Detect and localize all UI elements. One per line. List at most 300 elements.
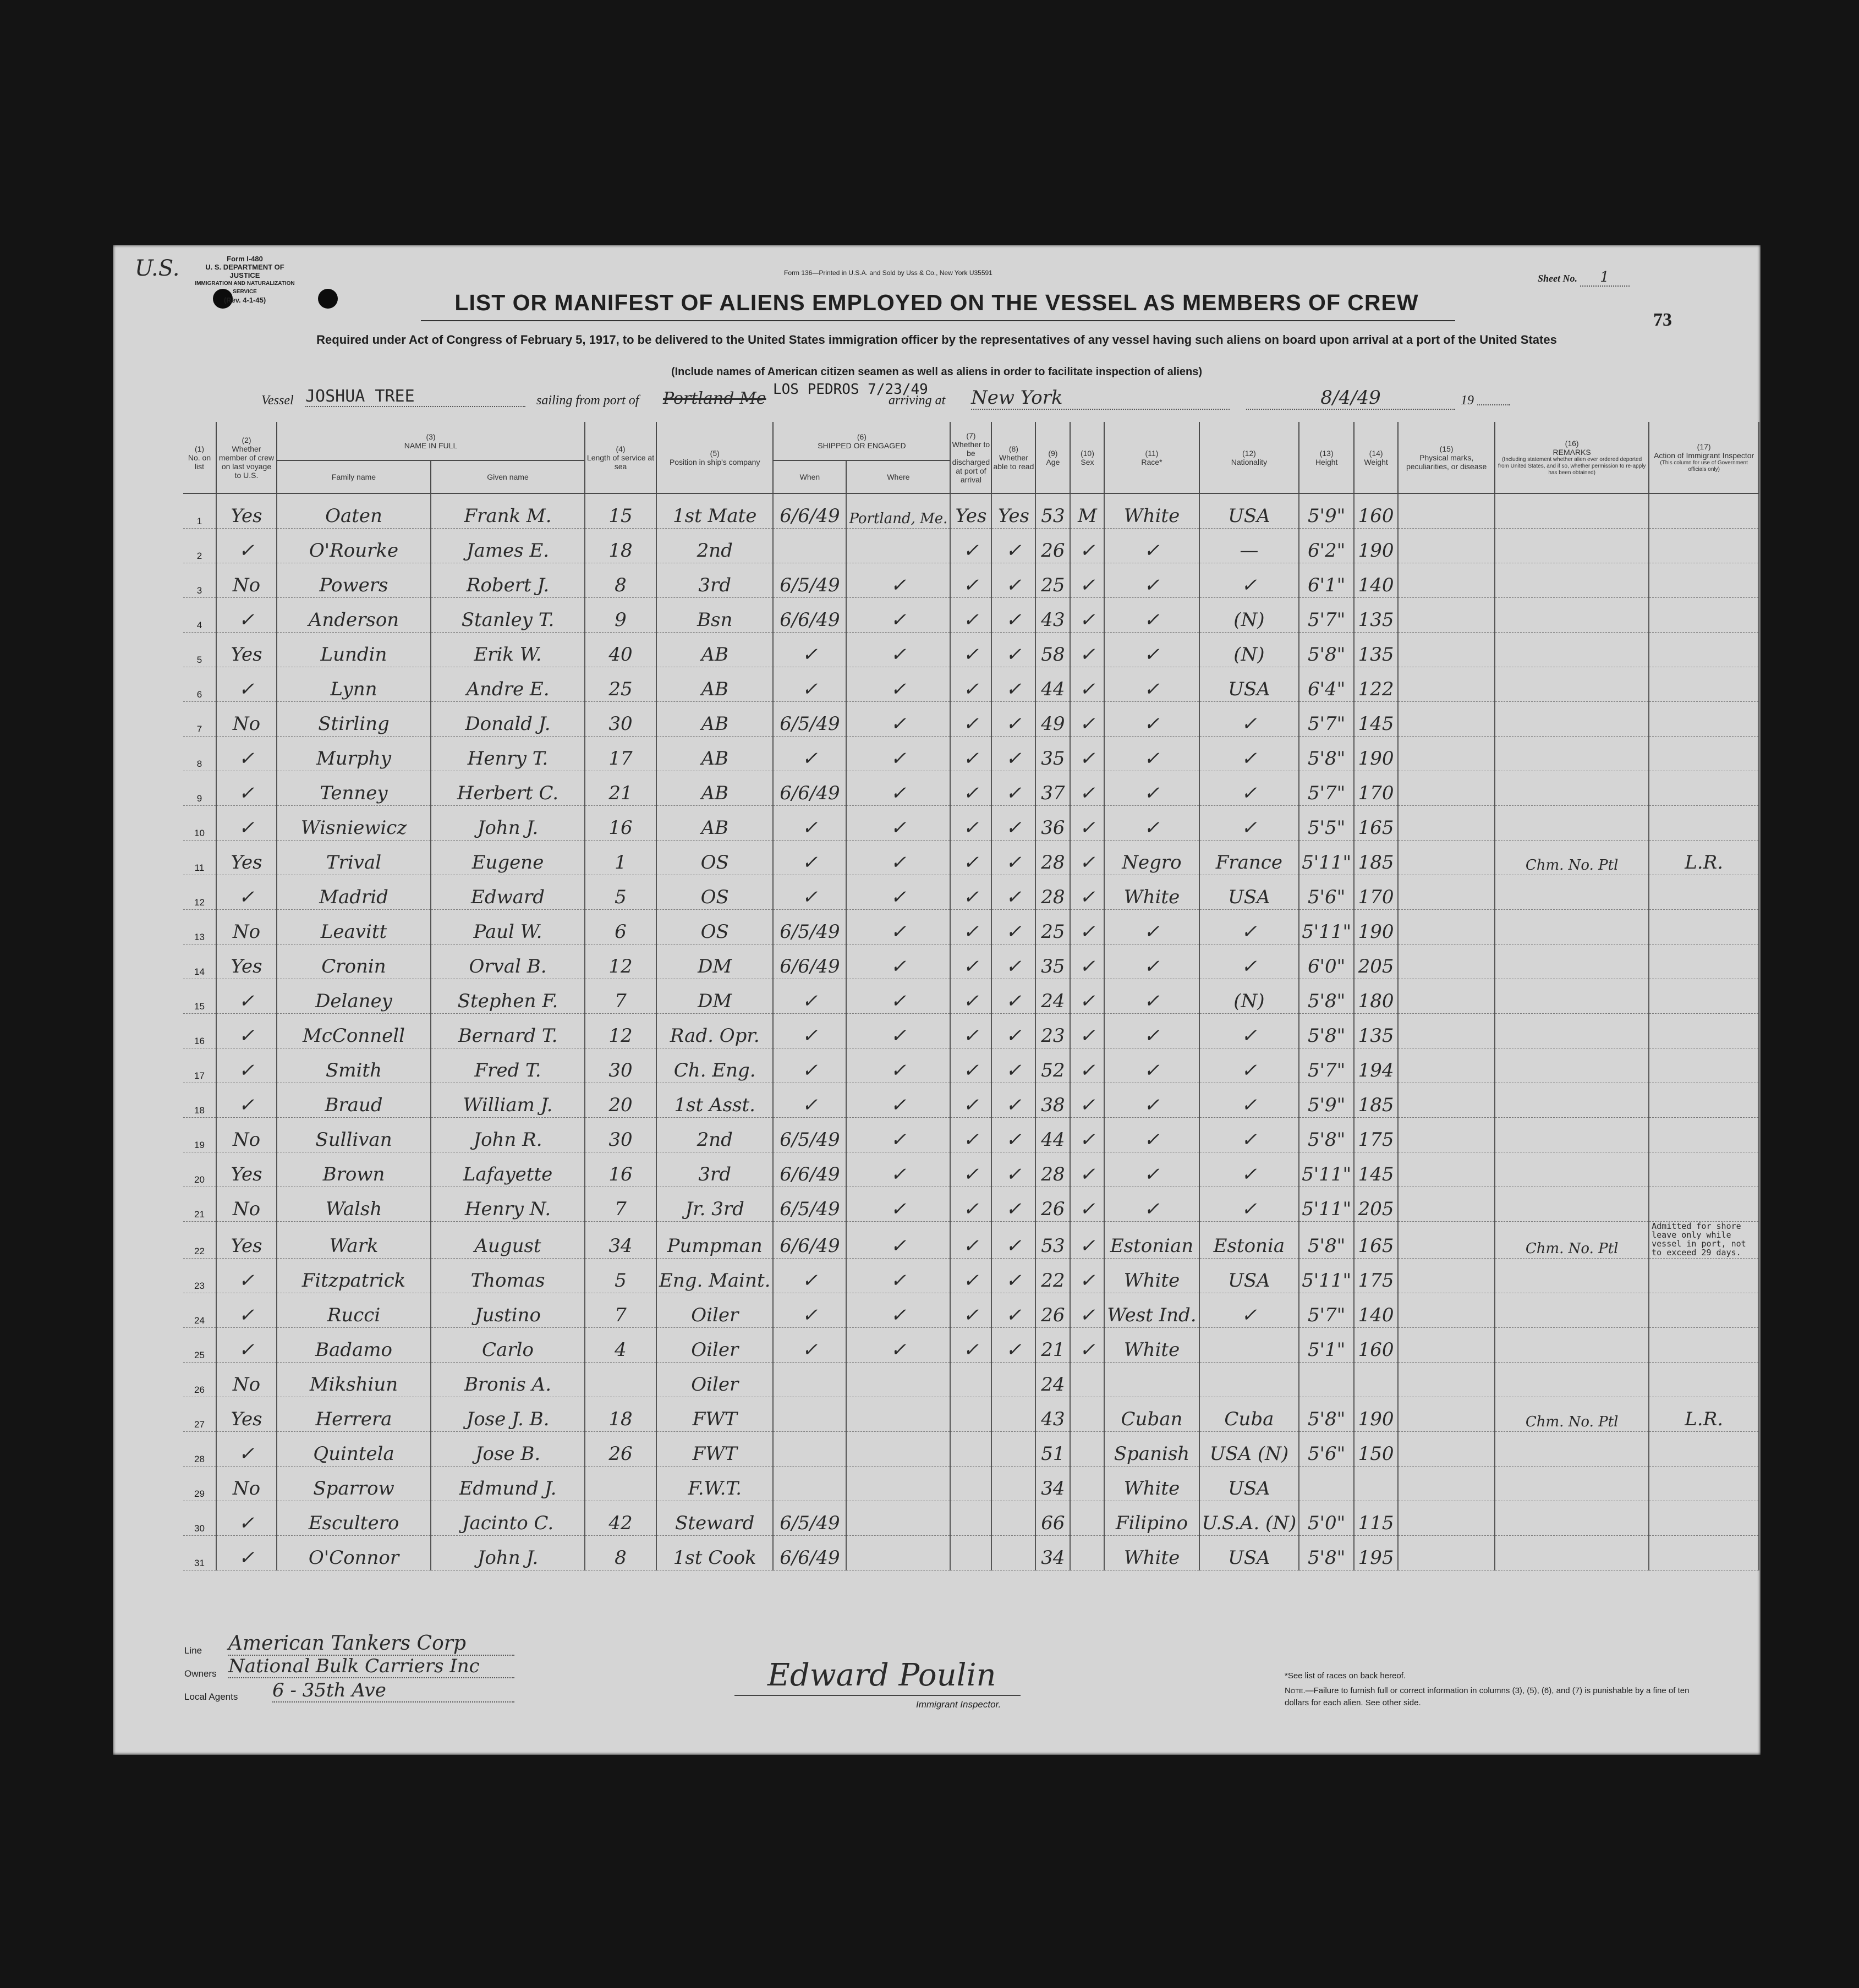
position-cell: 2nd xyxy=(656,529,773,563)
height-cell: 5'8" xyxy=(1299,1222,1354,1259)
table-row xyxy=(183,875,1759,910)
nationality-cell xyxy=(1199,1328,1299,1363)
remarks-cell xyxy=(1495,1187,1649,1222)
previous-voyage-cell: ✓ xyxy=(216,529,277,563)
weight-cell: 165 xyxy=(1354,1222,1398,1259)
physical-marks-cell xyxy=(1398,1259,1495,1293)
inspector-action-cell xyxy=(1649,806,1759,841)
shipped-when-cell: 6/6/49 xyxy=(773,1152,846,1187)
height-cell: 5'11" xyxy=(1299,910,1354,944)
row-number-cell: 13 xyxy=(183,910,216,944)
shipped-where-cell: ✓ xyxy=(846,1152,950,1187)
discharge-cell: ✓ xyxy=(950,529,991,563)
line-label: Line xyxy=(184,1645,202,1656)
nationality-cell: (N) xyxy=(1199,598,1299,633)
length-of-service-cell: 16 xyxy=(585,806,656,841)
able-to-read-cell: ✓ xyxy=(991,1328,1035,1363)
position-cell: 1st Asst. xyxy=(656,1083,773,1118)
position-cell: 1st Mate xyxy=(656,493,773,529)
shipped-when-cell: 6/5/49 xyxy=(773,1501,846,1536)
remarks-cell xyxy=(1495,1048,1649,1083)
shipped-when-cell: 6/6/49 xyxy=(773,771,846,806)
able-to-read-cell: ✓ xyxy=(991,1014,1035,1048)
row-number-cell: 12 xyxy=(183,875,216,910)
col-shipped-when-header: When xyxy=(773,460,846,493)
remarks-cell: Chm. No. Ptl xyxy=(1495,841,1649,875)
discharge-cell xyxy=(950,1363,991,1397)
table-row xyxy=(183,702,1759,737)
sex-cell: ✓ xyxy=(1070,841,1104,875)
inspector-action-cell: L.R. xyxy=(1649,841,1759,875)
previous-voyage-cell: ✓ xyxy=(216,1048,277,1083)
physical-marks-cell xyxy=(1398,1536,1495,1570)
table-row xyxy=(183,979,1759,1014)
shipped-when-cell xyxy=(773,1363,846,1397)
col-shipped-header: (6) SHIPPED OR ENGAGED xyxy=(773,422,950,460)
nationality-cell: ✓ xyxy=(1199,1083,1299,1118)
nationality-cell: ✓ xyxy=(1199,1118,1299,1152)
length-of-service-cell: 30 xyxy=(585,1118,656,1152)
shipped-where-cell: ✓ xyxy=(846,875,950,910)
length-of-service-cell: 1 xyxy=(585,841,656,875)
shipped-when-cell: 6/5/49 xyxy=(773,702,846,737)
discharge-cell: ✓ xyxy=(950,737,991,771)
year-blank xyxy=(1477,404,1510,405)
physical-marks-cell xyxy=(1398,1118,1495,1152)
inspector-action-cell xyxy=(1649,633,1759,667)
weight-cell: 135 xyxy=(1354,633,1398,667)
previous-voyage-cell: ✓ xyxy=(216,1083,277,1118)
race-cell: ✓ xyxy=(1104,1083,1199,1118)
weight-cell: 140 xyxy=(1354,563,1398,598)
page-number: 73 xyxy=(1653,310,1672,330)
table-row xyxy=(183,1048,1759,1083)
weight-cell: 170 xyxy=(1354,875,1398,910)
race-cell: White xyxy=(1104,875,1199,910)
shipped-when-cell xyxy=(773,1467,846,1501)
height-cell: 5'11" xyxy=(1299,1187,1354,1222)
race-cell: White xyxy=(1104,1328,1199,1363)
age-cell: 53 xyxy=(1035,1222,1070,1259)
discharge-cell: ✓ xyxy=(950,979,991,1014)
remarks-cell xyxy=(1495,910,1649,944)
family-name-cell: Fitzpatrick xyxy=(277,1259,431,1293)
previous-voyage-cell: No xyxy=(216,563,277,598)
sex-cell: ✓ xyxy=(1070,944,1104,979)
table-row xyxy=(183,1293,1759,1328)
length-of-service-cell xyxy=(585,1363,656,1397)
manifest-footer xyxy=(184,1631,1725,1752)
race-cell: ✓ xyxy=(1104,1187,1199,1222)
height-cell: 5'11" xyxy=(1299,1152,1354,1187)
able-to-read-cell xyxy=(991,1432,1035,1467)
family-name-cell: Sparrow xyxy=(277,1467,431,1501)
nationality-cell: ✓ xyxy=(1199,806,1299,841)
discharge-cell: ✓ xyxy=(950,875,991,910)
nationality-cell: (N) xyxy=(1199,633,1299,667)
given-name-cell: Donald J. xyxy=(431,702,585,737)
shipped-when-cell: ✓ xyxy=(773,979,846,1014)
age-cell: 26 xyxy=(1035,1187,1070,1222)
sex-cell xyxy=(1070,1467,1104,1501)
arrival-date: 8/4/49 xyxy=(1246,387,1455,410)
remarks-cell xyxy=(1495,598,1649,633)
row-number-cell: 30 xyxy=(183,1501,216,1536)
race-cell: ✓ xyxy=(1104,979,1199,1014)
row-number-cell: 28 xyxy=(183,1432,216,1467)
family-name-cell: O'Rourke xyxy=(277,529,431,563)
sex-cell: ✓ xyxy=(1070,529,1104,563)
nationality-cell: USA xyxy=(1199,667,1299,702)
given-name-cell: John R. xyxy=(431,1118,585,1152)
sex-cell: ✓ xyxy=(1070,1118,1104,1152)
able-to-read-cell: ✓ xyxy=(991,737,1035,771)
given-name-cell: John J. xyxy=(431,1536,585,1570)
inspector-action-cell xyxy=(1649,1293,1759,1328)
race-cell: ✓ xyxy=(1104,910,1199,944)
able-to-read-cell: ✓ xyxy=(991,1222,1035,1259)
col-number-header: (1) No. on list xyxy=(183,422,216,493)
shipped-when-cell: 6/6/49 xyxy=(773,1222,846,1259)
age-cell: 52 xyxy=(1035,1048,1070,1083)
able-to-read-cell: ✓ xyxy=(991,1083,1035,1118)
family-name-cell: Cronin xyxy=(277,944,431,979)
include-note: (Include names of American citizen seamen as well as aliens in order to facilitate inspection of aliens) xyxy=(671,366,1203,378)
previous-voyage-cell: ✓ xyxy=(216,1328,277,1363)
race-cell: ✓ xyxy=(1104,737,1199,771)
weight-cell: 180 xyxy=(1354,979,1398,1014)
inspector-action-cell xyxy=(1649,1536,1759,1570)
table-row xyxy=(183,737,1759,771)
physical-marks-cell xyxy=(1398,1083,1495,1118)
year-label: 19 xyxy=(1461,393,1474,408)
row-number-cell: 1 xyxy=(183,493,216,529)
physical-marks-cell xyxy=(1398,979,1495,1014)
revision-date: (Rev. 4-1-45) xyxy=(223,296,266,304)
shipped-where-cell: ✓ xyxy=(846,1187,950,1222)
height-cell: 5'11" xyxy=(1299,841,1354,875)
nationality-cell: Cuba xyxy=(1199,1397,1299,1432)
given-name-cell: Erik W. xyxy=(431,633,585,667)
column-header-row xyxy=(183,422,1759,460)
able-to-read-cell: Yes xyxy=(991,493,1035,529)
shipped-where-cell: ✓ xyxy=(846,702,950,737)
able-to-read-cell: ✓ xyxy=(991,1048,1035,1083)
length-of-service-cell: 15 xyxy=(585,493,656,529)
row-number-cell: 15 xyxy=(183,979,216,1014)
age-cell: 28 xyxy=(1035,841,1070,875)
remarks-cell xyxy=(1495,944,1649,979)
sex-cell: ✓ xyxy=(1070,667,1104,702)
weight-cell: 195 xyxy=(1354,1536,1398,1570)
sex-cell: ✓ xyxy=(1070,563,1104,598)
height-cell: 5'7" xyxy=(1299,702,1354,737)
family-name-cell: McConnell xyxy=(277,1014,431,1048)
nationality-cell: (N) xyxy=(1199,979,1299,1014)
weight-cell: 190 xyxy=(1354,529,1398,563)
given-name-cell: Eugene xyxy=(431,841,585,875)
shipped-where-cell: ✓ xyxy=(846,944,950,979)
height-cell: 5'8" xyxy=(1299,737,1354,771)
table-row xyxy=(183,1536,1759,1570)
shipped-when-cell: ✓ xyxy=(773,1328,846,1363)
row-number-cell: 5 xyxy=(183,633,216,667)
family-name-cell: Quintela xyxy=(277,1432,431,1467)
table-row xyxy=(183,806,1759,841)
previous-voyage-cell: ✓ xyxy=(216,1014,277,1048)
position-cell: DM xyxy=(656,979,773,1014)
shipped-where-cell xyxy=(846,1432,950,1467)
table-row xyxy=(183,1328,1759,1363)
race-cell: ✓ xyxy=(1104,1014,1199,1048)
inspector-action-cell xyxy=(1649,1118,1759,1152)
given-name-cell: Fred T. xyxy=(431,1048,585,1083)
position-cell: AB xyxy=(656,702,773,737)
family-name-cell: Lundin xyxy=(277,633,431,667)
age-cell: 28 xyxy=(1035,875,1070,910)
position-cell: Steward xyxy=(656,1501,773,1536)
weight-cell: 185 xyxy=(1354,841,1398,875)
table-row xyxy=(183,944,1759,979)
nationality-cell: USA (N) xyxy=(1199,1432,1299,1467)
col-name-header: (3) NAME IN FULL xyxy=(277,422,585,460)
position-cell: Oiler xyxy=(656,1363,773,1397)
position-cell: Bsn xyxy=(656,598,773,633)
remarks-cell xyxy=(1495,702,1649,737)
col-discharge-header: (7) Whether to be discharged at port of arrival xyxy=(950,422,991,493)
races-note: *See list of races on back hereof. xyxy=(1285,1671,1406,1681)
length-of-service-cell: 16 xyxy=(585,1152,656,1187)
physical-marks-cell xyxy=(1398,1187,1495,1222)
position-cell: Rad. Opr. xyxy=(656,1014,773,1048)
physical-marks-cell xyxy=(1398,1222,1495,1259)
nationality-cell: USA xyxy=(1199,1259,1299,1293)
family-name-cell: Tenney xyxy=(277,771,431,806)
shipped-when-cell: 6/6/49 xyxy=(773,598,846,633)
remarks-cell xyxy=(1495,1083,1649,1118)
nationality-cell: ✓ xyxy=(1199,702,1299,737)
weight-cell: 122 xyxy=(1354,667,1398,702)
nationality-cell: USA xyxy=(1199,875,1299,910)
nationality-cell: Estonia xyxy=(1199,1222,1299,1259)
able-to-read-cell: ✓ xyxy=(991,979,1035,1014)
inspector-action-cell xyxy=(1649,1259,1759,1293)
length-of-service-cell: 26 xyxy=(585,1432,656,1467)
previous-voyage-cell: ✓ xyxy=(216,1293,277,1328)
discharge-cell: ✓ xyxy=(950,1083,991,1118)
printer-note: Form 136—Printed in U.S.A. and Sold by Uss & Co., New York U35591 xyxy=(784,269,992,277)
age-cell: 43 xyxy=(1035,1397,1070,1432)
race-cell: ✓ xyxy=(1104,806,1199,841)
length-of-service-cell: 8 xyxy=(585,1536,656,1570)
col-sex-header: (10) Sex xyxy=(1070,422,1104,493)
discharge-cell: ✓ xyxy=(950,910,991,944)
given-name-cell: Jose B. xyxy=(431,1432,585,1467)
given-name-cell: Justino xyxy=(431,1293,585,1328)
discharge-cell xyxy=(950,1397,991,1432)
inspector-action-cell xyxy=(1649,493,1759,529)
col-remarks-header: (16) REMARKS (Including statement whether alien ever ordered deported from United States, and if so, whether permission to re-apply has been obtained) xyxy=(1495,422,1649,493)
shipped-where-cell: ✓ xyxy=(846,633,950,667)
nationality-cell: USA xyxy=(1199,493,1299,529)
row-number-cell: 29 xyxy=(183,1467,216,1501)
family-name-cell: Trival xyxy=(277,841,431,875)
shipped-where-cell xyxy=(846,1536,950,1570)
age-cell: 53 xyxy=(1035,493,1070,529)
family-name-cell: Lynn xyxy=(277,667,431,702)
arrival-port: New York xyxy=(971,387,1230,410)
col-height-header: (13) Height xyxy=(1299,422,1354,493)
row-number-cell: 11 xyxy=(183,841,216,875)
inspector-action-cell xyxy=(1649,598,1759,633)
family-name-cell: Brown xyxy=(277,1152,431,1187)
table-row xyxy=(183,1501,1759,1536)
previous-voyage-cell: ✓ xyxy=(216,1259,277,1293)
remarks-cell xyxy=(1495,1328,1649,1363)
physical-marks-cell xyxy=(1398,598,1495,633)
weight-cell: 185 xyxy=(1354,1083,1398,1118)
position-cell: 3rd xyxy=(656,1152,773,1187)
shipped-where-cell: ✓ xyxy=(846,563,950,598)
form-number: Form I-480 xyxy=(227,255,263,263)
discharge-cell xyxy=(950,1432,991,1467)
row-number-cell: 31 xyxy=(183,1536,216,1570)
age-cell: 22 xyxy=(1035,1259,1070,1293)
nationality-cell: ✓ xyxy=(1199,1187,1299,1222)
family-name-cell: Powers xyxy=(277,563,431,598)
height-cell: 5'11" xyxy=(1299,1259,1354,1293)
sex-cell xyxy=(1070,1363,1104,1397)
age-cell: 28 xyxy=(1035,1152,1070,1187)
previous-voyage-cell: ✓ xyxy=(216,1432,277,1467)
physical-marks-cell xyxy=(1398,1328,1495,1363)
remarks-cell xyxy=(1495,563,1649,598)
nationality-cell: USA xyxy=(1199,1536,1299,1570)
age-cell: 66 xyxy=(1035,1501,1070,1536)
shipped-where-cell: ✓ xyxy=(846,598,950,633)
position-cell: Oiler xyxy=(656,1328,773,1363)
sex-cell: ✓ xyxy=(1070,633,1104,667)
remarks-cell xyxy=(1495,737,1649,771)
race-cell: ✓ xyxy=(1104,529,1199,563)
shipped-when-cell: 6/5/49 xyxy=(773,910,846,944)
table-row xyxy=(183,910,1759,944)
height-cell: 5'6" xyxy=(1299,875,1354,910)
height-cell: 5'8" xyxy=(1299,1118,1354,1152)
inspector-action-cell xyxy=(1649,1501,1759,1536)
race-cell: ✓ xyxy=(1104,771,1199,806)
previous-voyage-cell: ✓ xyxy=(216,667,277,702)
age-cell: 37 xyxy=(1035,771,1070,806)
race-cell: West Ind. xyxy=(1104,1293,1199,1328)
weight-cell: 175 xyxy=(1354,1259,1398,1293)
race-cell: Negro xyxy=(1104,841,1199,875)
table-row xyxy=(183,1222,1759,1259)
able-to-read-cell xyxy=(991,1501,1035,1536)
shipped-when-cell: 6/6/49 xyxy=(773,944,846,979)
physical-marks-cell xyxy=(1398,737,1495,771)
agents-value: 6 - 35th Ave xyxy=(272,1679,514,1703)
able-to-read-cell: ✓ xyxy=(991,944,1035,979)
inspector-action-cell xyxy=(1649,702,1759,737)
col-read-header: (8) Whether able to read xyxy=(991,422,1035,493)
able-to-read-cell xyxy=(991,1467,1035,1501)
crew-table-body xyxy=(183,493,1759,1570)
family-name-cell: Walsh xyxy=(277,1187,431,1222)
inspector-action-cell xyxy=(1649,667,1759,702)
height-cell: 5'8" xyxy=(1299,1397,1354,1432)
height-cell: 5'9" xyxy=(1299,493,1354,529)
weight-cell xyxy=(1354,1467,1398,1501)
length-of-service-cell: 42 xyxy=(585,1501,656,1536)
weight-cell: 190 xyxy=(1354,737,1398,771)
col-marks-header: (15) Physical marks, peculiarities, or disease xyxy=(1398,422,1495,493)
previous-voyage-cell: Yes xyxy=(216,841,277,875)
shipped-where-cell xyxy=(846,1397,950,1432)
previous-voyage-cell: Yes xyxy=(216,1222,277,1259)
remarks-cell xyxy=(1495,806,1649,841)
weight-cell: 145 xyxy=(1354,1152,1398,1187)
sex-cell xyxy=(1070,1432,1104,1467)
length-of-service-cell: 20 xyxy=(585,1083,656,1118)
discharge-cell: ✓ xyxy=(950,841,991,875)
shipped-where-cell: ✓ xyxy=(846,910,950,944)
title-underline xyxy=(421,320,1455,321)
sheet-number: 1 xyxy=(1580,269,1630,287)
position-cell: Jr. 3rd xyxy=(656,1187,773,1222)
able-to-read-cell: ✓ xyxy=(991,667,1035,702)
physical-marks-cell xyxy=(1398,667,1495,702)
age-cell: 36 xyxy=(1035,806,1070,841)
sex-cell: ✓ xyxy=(1070,979,1104,1014)
height-cell: 5'8" xyxy=(1299,979,1354,1014)
age-cell: 34 xyxy=(1035,1467,1070,1501)
table-row xyxy=(183,1363,1759,1397)
age-cell: 44 xyxy=(1035,667,1070,702)
family-name-cell: Leavitt xyxy=(277,910,431,944)
previous-voyage-cell: Yes xyxy=(216,493,277,529)
weight-cell: 140 xyxy=(1354,1293,1398,1328)
department-name: U. S. DEPARTMENT OF JUSTICE xyxy=(205,263,284,279)
struck-departure-port: Portland Me xyxy=(663,389,766,408)
remarks-cell xyxy=(1495,1293,1649,1328)
length-of-service-cell: 21 xyxy=(585,771,656,806)
departure-port: LOS PEDROS 7/23/49 xyxy=(773,381,928,398)
race-cell: ✓ xyxy=(1104,633,1199,667)
given-name-cell: Jacinto C. xyxy=(431,1501,585,1536)
nationality-cell: ✓ xyxy=(1199,1293,1299,1328)
previous-voyage-cell: No xyxy=(216,910,277,944)
previous-voyage-cell: ✓ xyxy=(216,979,277,1014)
given-name-cell: Herbert C. xyxy=(431,771,585,806)
owners-value: National Bulk Carriers Inc xyxy=(228,1655,514,1678)
nationality-cell: ✓ xyxy=(1199,771,1299,806)
col-position-header: (5) Position in ship's company xyxy=(656,422,773,493)
family-name-cell: Herrera xyxy=(277,1397,431,1432)
col-nationality-header: (12) Nationality xyxy=(1199,422,1299,493)
sex-cell: ✓ xyxy=(1070,1014,1104,1048)
length-of-service-cell: 6 xyxy=(585,910,656,944)
height-cell: 6'4" xyxy=(1299,667,1354,702)
inspector-action-cell xyxy=(1649,944,1759,979)
able-to-read-cell: ✓ xyxy=(991,1152,1035,1187)
row-number-cell: 14 xyxy=(183,944,216,979)
position-cell: Pumpman xyxy=(656,1222,773,1259)
shipped-when-cell xyxy=(773,529,846,563)
physical-marks-cell xyxy=(1398,1432,1495,1467)
remarks-cell xyxy=(1495,771,1649,806)
sheet-number-field xyxy=(1538,269,1630,287)
